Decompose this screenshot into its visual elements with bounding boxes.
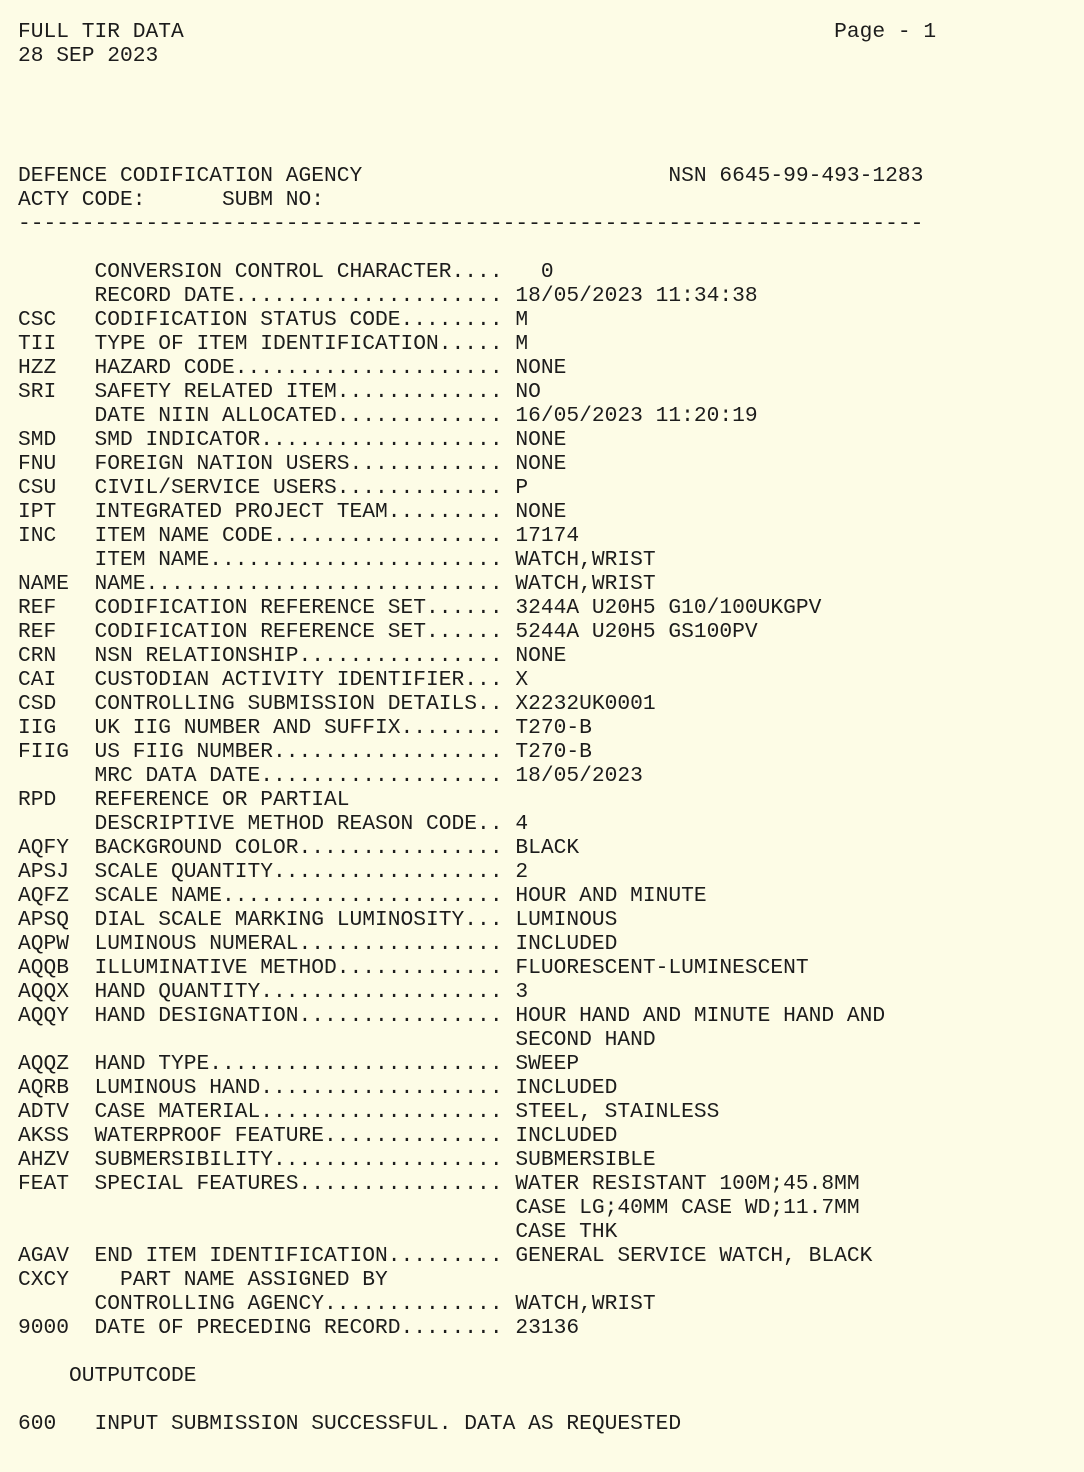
record-row — [18, 1220, 1084, 1244]
record-label: CASE MATERIAL................... — [94, 1100, 503, 1124]
record-value: 16/05/2023 11:20:19 — [515, 404, 758, 428]
acty-subm-line — [18, 188, 1084, 212]
record-code: 9000 — [18, 1316, 70, 1340]
record-row — [18, 500, 1084, 524]
record-value: LUMINOUS — [515, 908, 618, 932]
record-row — [18, 932, 1084, 956]
record-code: CSD — [18, 692, 57, 716]
blank-line — [18, 116, 1084, 140]
record-label: SCALE QUANTITY.................. — [94, 860, 503, 884]
record-code: SRI — [18, 380, 57, 404]
record-value: HOUR AND MINUTE — [515, 884, 707, 908]
record-row — [18, 1004, 1084, 1028]
record-label: BACKGROUND COLOR................ — [94, 836, 503, 860]
record-code: AHZV — [18, 1148, 70, 1172]
nsn-number: NSN 6645-99-493-1283 — [668, 164, 924, 188]
record-code: IIG — [18, 716, 57, 740]
record-label: SCALE NAME...................... — [94, 884, 503, 908]
header-line — [18, 20, 1084, 44]
record-row — [18, 692, 1084, 716]
record-row — [18, 836, 1084, 860]
record-row — [18, 1100, 1084, 1124]
record-value: BLACK — [515, 836, 580, 860]
record-code: REF — [18, 596, 57, 620]
record-row — [18, 644, 1084, 668]
record-code: REF — [18, 620, 57, 644]
record-value: WATCH,WRIST — [515, 548, 656, 572]
record-code: AQFY — [18, 836, 70, 860]
record-label: MRC DATA DATE................... — [94, 764, 503, 788]
subm-no-label: SUBM NO: — [222, 188, 325, 212]
record-value: WATCH,WRIST — [515, 1292, 656, 1316]
record-row — [18, 668, 1084, 692]
header-date-line — [18, 44, 1084, 68]
outputcode-heading: OUTPUTCODE — [69, 1364, 197, 1388]
blank-line — [18, 1388, 1084, 1412]
records-section — [18, 260, 1084, 1340]
record-row — [18, 980, 1084, 1004]
record-code: AQRB — [18, 1076, 70, 1100]
record-label: ILLUMINATIVE METHOD............. — [94, 956, 503, 980]
record-code: INC — [18, 524, 57, 548]
record-label: CODIFICATION REFERENCE SET...... — [94, 620, 503, 644]
record-label: HAND DESIGNATION................ — [94, 1004, 503, 1028]
record-value: WATER RESISTANT 100M;45.8MM — [515, 1172, 860, 1196]
page-number: Page - 1 — [834, 20, 937, 44]
record-value: NONE — [515, 500, 567, 524]
record-value: SWEEP — [515, 1052, 580, 1076]
record-row — [18, 1316, 1084, 1340]
record-row — [18, 476, 1084, 500]
record-row — [18, 1028, 1084, 1052]
record-label: TYPE OF ITEM IDENTIFICATION..... — [94, 332, 503, 356]
record-row — [18, 620, 1084, 644]
record-row — [18, 596, 1084, 620]
record-code: FIIG — [18, 740, 70, 764]
record-code: NAME — [18, 572, 70, 596]
record-code: CRN — [18, 644, 57, 668]
record-value: STEEL, STAINLESS — [515, 1100, 720, 1124]
record-row — [18, 1268, 1084, 1292]
record-row — [18, 1052, 1084, 1076]
status-line — [18, 1412, 1084, 1436]
record-label: LUMINOUS NUMERAL................ — [94, 932, 503, 956]
record-row — [18, 356, 1084, 380]
record-code: FEAT — [18, 1172, 70, 1196]
report-date: 28 SEP 2023 — [18, 44, 159, 68]
record-code: HZZ — [18, 356, 57, 380]
record-code: CSU — [18, 476, 57, 500]
record-value: NONE — [515, 452, 567, 476]
record-label: DESCRIPTIVE METHOD REASON CODE.. — [94, 812, 503, 836]
record-label: CODIFICATION STATUS CODE........ — [94, 308, 503, 332]
record-code: APSQ — [18, 908, 70, 932]
record-label: UK IIG NUMBER AND SUFFIX........ — [94, 716, 503, 740]
record-row — [18, 860, 1084, 884]
agency-name: DEFENCE CODIFICATION AGENCY — [18, 164, 363, 188]
record-code: AQQB — [18, 956, 70, 980]
record-value: NONE — [515, 356, 567, 380]
record-label: RECORD DATE..................... — [94, 284, 503, 308]
record-value: 17174 — [515, 524, 580, 548]
record-label: HAND QUANTITY................... — [94, 980, 503, 1004]
record-code: AQFZ — [18, 884, 70, 908]
record-row — [18, 812, 1084, 836]
record-label: SUBMERSIBILITY.................. — [94, 1148, 503, 1172]
status-message: INPUT SUBMISSION SUCCESSFUL. DATA AS REQUESTED — [94, 1412, 682, 1436]
outputcode-line — [18, 1364, 1084, 1388]
record-row — [18, 1196, 1084, 1220]
record-value: P — [515, 476, 529, 500]
record-code: IPT — [18, 500, 57, 524]
blank-line — [18, 236, 1084, 260]
record-row — [18, 1244, 1084, 1268]
record-value: SECOND HAND — [515, 1028, 656, 1052]
record-label: REFERENCE OR PARTIAL — [94, 788, 350, 812]
record-code: AQPW — [18, 932, 70, 956]
record-label: CIVIL/SERVICE USERS............. — [94, 476, 503, 500]
record-row — [18, 404, 1084, 428]
record-value: NONE — [515, 428, 567, 452]
record-row — [18, 884, 1084, 908]
record-label: SAFETY RELATED ITEM............. — [94, 380, 503, 404]
record-value: INCLUDED — [515, 1124, 618, 1148]
record-code: APSJ — [18, 860, 70, 884]
record-value: 18/05/2023 — [515, 764, 643, 788]
agency-line — [18, 164, 1084, 188]
record-code: CXCY — [18, 1268, 70, 1292]
status-code: 600 — [18, 1412, 57, 1436]
record-label: CONTROLLING AGENCY.............. — [94, 1292, 503, 1316]
record-code: SMD — [18, 428, 57, 452]
record-row — [18, 740, 1084, 764]
record-code: TII — [18, 332, 57, 356]
record-label: HAND TYPE....................... — [94, 1052, 503, 1076]
record-code: AQQZ — [18, 1052, 70, 1076]
record-row — [18, 1172, 1084, 1196]
record-row — [18, 332, 1084, 356]
record-label: HAZARD CODE..................... — [94, 356, 503, 380]
record-label: DATE OF PRECEDING RECORD........ — [94, 1316, 503, 1340]
record-code: ADTV — [18, 1100, 70, 1124]
record-value: 18/05/2023 11:34:38 — [515, 284, 758, 308]
record-value: CASE THK — [515, 1220, 618, 1244]
record-value: T270-B — [515, 716, 592, 740]
record-label: US FIIG NUMBER.................. — [94, 740, 503, 764]
blank-line — [18, 1340, 1084, 1364]
record-label: LUMINOUS HAND................... — [94, 1076, 503, 1100]
record-value: NONE — [515, 644, 567, 668]
record-label: CODIFICATION REFERENCE SET...... — [94, 596, 503, 620]
record-code: AKSS — [18, 1124, 70, 1148]
record-value: T270-B — [515, 740, 592, 764]
record-row — [18, 452, 1084, 476]
record-code: AGAV — [18, 1244, 70, 1268]
record-code: RPD — [18, 788, 57, 812]
blank-line — [18, 68, 1084, 92]
record-code: FNU — [18, 452, 57, 476]
blank-line — [18, 92, 1084, 116]
record-code: AQQY — [18, 1004, 70, 1028]
divider-dashes: ----------------------------------------------------------------------- — [18, 212, 924, 236]
record-row — [18, 380, 1084, 404]
record-label: DATE NIIN ALLOCATED............. — [94, 404, 503, 428]
record-row — [18, 524, 1084, 548]
report-title: FULL TIR DATA — [18, 20, 184, 44]
record-label: ITEM NAME....................... — [94, 548, 503, 572]
record-row — [18, 956, 1084, 980]
record-value: WATCH,WRIST — [515, 572, 656, 596]
record-code: AQQX — [18, 980, 70, 1004]
record-label: END ITEM IDENTIFICATION......... — [94, 1244, 503, 1268]
record-label: SPECIAL FEATURES................ — [94, 1172, 503, 1196]
record-row — [18, 764, 1084, 788]
record-label: WATERPROOF FEATURE.............. — [94, 1124, 503, 1148]
record-value: X2232UK0001 — [515, 692, 656, 716]
record-value: INCLUDED — [515, 1076, 618, 1100]
record-value: GENERAL SERVICE WATCH, BLACK — [515, 1244, 873, 1268]
record-value: NO — [515, 380, 541, 404]
record-code: CSC — [18, 308, 57, 332]
record-label: NSN RELATIONSHIP................ — [94, 644, 503, 668]
record-value: X — [515, 668, 529, 692]
record-row — [18, 1148, 1084, 1172]
record-label: SMD INDICATOR................... — [94, 428, 503, 452]
record-value: 23136 — [515, 1316, 580, 1340]
record-label: INTEGRATED PROJECT TEAM......... — [94, 500, 503, 524]
record-label: CONVERSION CONTROL CHARACTER.... — [94, 260, 503, 284]
record-value: M — [515, 332, 529, 356]
record-row — [18, 572, 1084, 596]
record-value: HOUR HAND AND MINUTE HAND AND — [515, 1004, 886, 1028]
record-row — [18, 908, 1084, 932]
record-row — [18, 1124, 1084, 1148]
record-value: 0 — [515, 260, 554, 284]
record-row — [18, 788, 1084, 812]
record-label: PART NAME ASSIGNED BY — [94, 1268, 388, 1292]
record-value: CASE LG;40MM CASE WD;11.7MM — [515, 1196, 860, 1220]
acty-code-label: ACTY CODE: — [18, 188, 146, 212]
record-value: 4 — [515, 812, 529, 836]
record-label: CONTROLLING SUBMISSION DETAILS.. — [94, 692, 503, 716]
record-label: ITEM NAME CODE.................. — [94, 524, 503, 548]
record-row — [18, 284, 1084, 308]
record-value: 5244A U20H5 GS100PV — [515, 620, 758, 644]
record-row — [18, 308, 1084, 332]
record-value: INCLUDED — [515, 932, 618, 956]
record-row — [18, 428, 1084, 452]
record-row — [18, 716, 1084, 740]
record-value: FLUORESCENT-LUMINESCENT — [515, 956, 809, 980]
record-value: 3 — [515, 980, 529, 1004]
record-value: SUBMERSIBLE — [515, 1148, 656, 1172]
record-code: CAI — [18, 668, 57, 692]
blank-line — [18, 140, 1084, 164]
record-value: M — [515, 308, 529, 332]
record-value: 2 — [515, 860, 529, 884]
record-row — [18, 1076, 1084, 1100]
record-row — [18, 1292, 1084, 1316]
record-label: NAME............................ — [94, 572, 503, 596]
record-row — [18, 548, 1084, 572]
record-value: 3244A U20H5 G10/100UKGPV — [515, 596, 822, 620]
record-label: DIAL SCALE MARKING LUMINOSITY... — [94, 908, 503, 932]
divider-line — [18, 212, 1084, 236]
record-row — [18, 260, 1084, 284]
record-label: FOREIGN NATION USERS............ — [94, 452, 503, 476]
record-label: CUSTODIAN ACTIVITY IDENTIFIER... — [94, 668, 503, 692]
